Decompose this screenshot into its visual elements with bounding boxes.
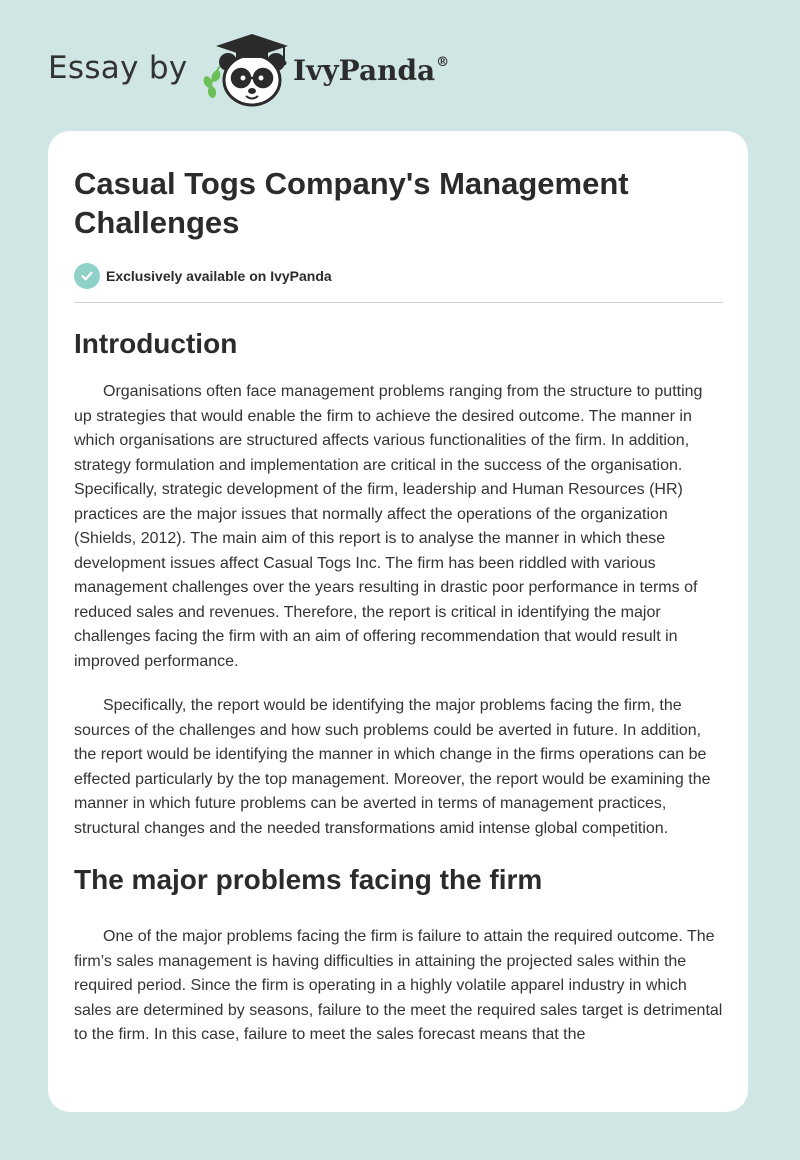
paragraph: Specifically, the report would be identifying the major problems facing the firm, the sources of the challenges and how such problems could be averted in future. In addition, the report would be identifying the manner in which change in the firms operations can be effected particularly by the top management. Moreover, the report would be examining the manner in which future problems can be averted in terms of management practices, structural changes and the needed transformations amid intense global competition. — [74, 697, 711, 837]
panda-logo-icon — [198, 32, 298, 108]
check-circle-icon — [74, 263, 100, 289]
brand-prefix: Essay by — [48, 50, 188, 86]
exclusive-badge — [74, 262, 724, 290]
registered-mark: ® — [436, 55, 450, 70]
paragraph: Organisations often face management problems ranging from the structure to putting up strategies that would enable the firm to achieve the desired outcome. The manner in which organisations are structured affects various functionalities of the firm. In addition, strategy formulation and implementation are critical in the success of the organisation. Specifically, strategic development of the firm, leadership and Human Resources (HR) practices are the major issues that normally affect the operations of the organization (Shields, 2012). The main aim of this report is to analyse the manner in which these development issues affect Casual Togs Inc. The firm has been riddled with various management challenges over the years resulting in drastic poor performance in terms of reduced sales and revenues. Therefore, the report is critical in identifying the major challenges facing the firm with an aim of offering recommendation that would result in improved performance. — [74, 383, 703, 670]
paragraph: One of the major problems facing the firm is failure to attain the required outcome. The firm’s sales management is having difficulties in attaining the projected sales within the required period. Since the firm is operating in a highly volatile apparel industry in which sales are determined by seasons, failure to the meet the required sales target is detrimental to the firm. In this case, failure to meet the sales forecast means that the — [74, 928, 723, 1043]
essay-content — [74, 164, 724, 1048]
section-heading-introduction: Introduction — [74, 328, 238, 359]
essay-title: Casual Togs Company's Management Challenges — [74, 166, 629, 240]
brand-header — [48, 30, 508, 110]
title-divider — [74, 302, 723, 303]
brand-name — [293, 54, 449, 87]
exclusive-badge-text: Exclusively available on IvyPanda — [106, 268, 332, 284]
brand-name-text: IvyPanda — [293, 54, 436, 87]
essay-card — [48, 131, 748, 1112]
section-heading-major-problems: The major problems facing the firm — [74, 864, 543, 895]
